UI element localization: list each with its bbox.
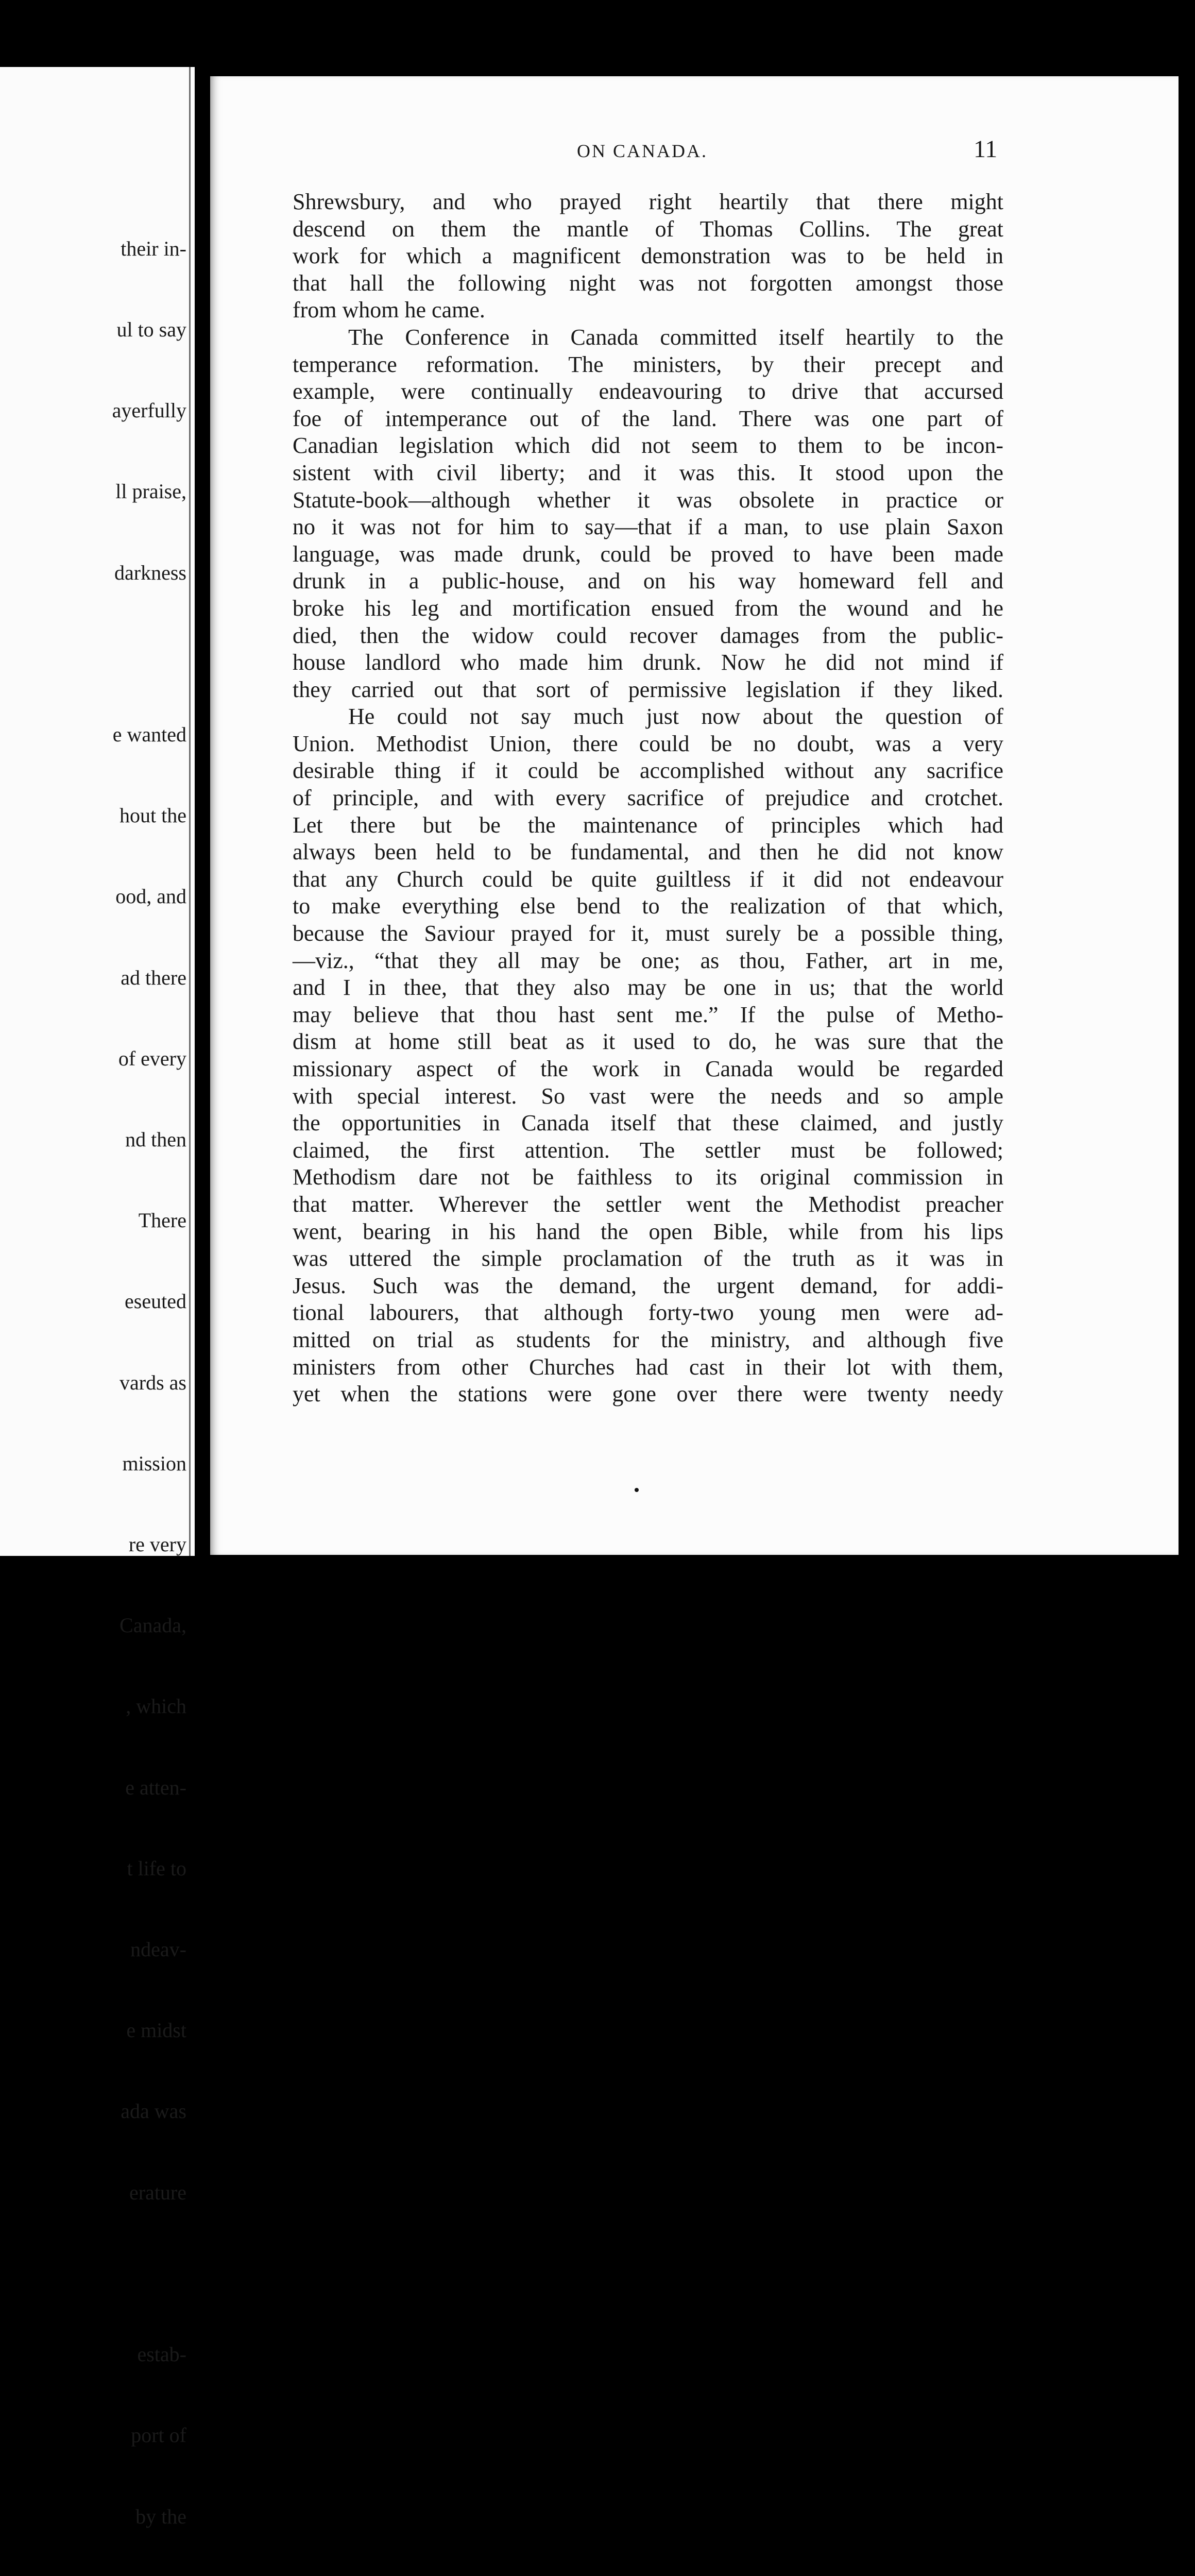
text-line: desirable thing if it could be accomplished without any sacrifice xyxy=(293,758,1003,784)
text-line: The Conference in Canada committed itself heartily to the xyxy=(348,324,1003,350)
text-line: and I in thee, that they also may be one in us; that the world xyxy=(293,975,1003,1001)
left-fragment: Canada, xyxy=(120,1614,186,1637)
text-line: dism at home still beat as it used to do, he was sure that the xyxy=(293,1029,1003,1055)
left-fragment: ada was xyxy=(121,2099,186,2123)
left-fragment: estab- xyxy=(137,2343,186,2366)
left-fragment: ood, and xyxy=(115,885,186,908)
text-line: was uttered the simple proclamation of the truth as it was in xyxy=(293,1246,1003,1272)
left-fragment: re very xyxy=(128,1533,186,1556)
text-line: He could not say much just now about the question of xyxy=(348,704,1003,730)
text-line: Shrewsbury, and who prayed right heartily that there might xyxy=(293,189,1003,214)
left-fragment: e atten- xyxy=(125,1775,186,1799)
left-fragment: ll praise, xyxy=(115,480,186,503)
left-page-text-fragments xyxy=(0,181,186,2576)
text-line: yet when the stations were gone over there were twenty needy xyxy=(293,1381,1003,1407)
text-line: always been held to be fundamental, and then he did not know xyxy=(293,839,1003,865)
left-fragment: nd then xyxy=(125,1128,186,1151)
text-line: missionary aspect of the work in Canada would be regarded xyxy=(293,1056,1003,1081)
text-line: died, then the widow could recover damages from the public- xyxy=(293,622,1003,648)
text-line: may believe that thou hast sent me.” If the pulse of Metho- xyxy=(293,1002,1003,1027)
text-line: descend on them the mantle of Thomas Collins. The great xyxy=(293,216,1003,242)
page-number: 11 xyxy=(974,135,998,163)
text-line: mitted on trial as students for the ministry, and although five xyxy=(293,1327,1003,1352)
text-line: work for which a magnificent demonstration was to be held in xyxy=(293,243,1003,269)
text-line: they carried out that sort of permissive legislation if they liked. xyxy=(293,676,1003,702)
text-line: no it was not for him to say—that if a man, to use plain Saxon xyxy=(293,514,1003,540)
left-fragment: hout the xyxy=(120,804,186,827)
text-line: ministers from other Churches had cast in their lot with them, xyxy=(293,1354,1003,1380)
left-facing-page xyxy=(0,67,195,2528)
left-fragment: e wanted xyxy=(112,723,186,747)
text-line: Canadian legislation which did not seem to them to be incon- xyxy=(293,433,1003,459)
text-line: claimed, the first attention. The settler must be followed; xyxy=(293,1137,1003,1163)
page-gutter-edge xyxy=(189,67,191,1556)
left-fragment: their in- xyxy=(121,236,186,260)
left-fragment: ayerfully xyxy=(112,399,186,422)
text-line: from whom he came. xyxy=(293,297,485,323)
text-line: language, was made drunk, could be proved to have been made xyxy=(293,541,1003,567)
left-fragment xyxy=(0,2260,186,2287)
left-fragment: t life to xyxy=(127,1856,186,1880)
text-line: broke his leg and mortification ensued from the wound and he xyxy=(293,595,1003,621)
text-line: Union. Methodist Union, there could be no doubt, was a very xyxy=(293,731,1003,756)
left-fragment: ul to say xyxy=(116,318,186,342)
text-line: sistent with civil liberty; and it was this. It stood upon the xyxy=(293,460,1003,485)
left-fragment: darkness xyxy=(114,561,186,584)
text-line: the opportunities in Canada itself that these claimed, and justly xyxy=(293,1110,1003,1136)
text-line: went, bearing in his hand the open Bible, while from his lips xyxy=(293,1218,1003,1244)
left-fragment: e midst xyxy=(126,2019,186,2042)
text-line: house landlord who made him drunk. Now he did not mind if xyxy=(293,650,1003,675)
left-fragment: , which xyxy=(126,1694,186,1718)
left-fragment: There xyxy=(138,1209,186,1232)
left-fragment xyxy=(0,640,186,667)
left-fragment: vards as xyxy=(120,1370,186,1394)
left-fragment: ad there xyxy=(121,965,186,989)
left-fragment: of every xyxy=(118,1046,186,1070)
ink-speck xyxy=(635,1488,639,1492)
text-line: Jesus. Such was the demand, the urgent demand, for addi- xyxy=(293,1273,1003,1298)
text-line: example, were continually endeavouring to drive that accursed xyxy=(293,379,1003,404)
main-page xyxy=(210,76,1179,1555)
left-fragment: ndeav- xyxy=(130,1938,186,1961)
left-fragment: port of xyxy=(131,2424,186,2447)
text-line: to make everything else bend to the realization of that which, xyxy=(293,893,1003,919)
text-line: that any Church could be quite guiltless if it did not endeavour xyxy=(293,866,1003,892)
left-fragment: erature xyxy=(129,2180,186,2204)
text-line: drunk in a public-house, and on his way homeward fell and xyxy=(293,568,1003,594)
left-fragment: mission xyxy=(122,1451,186,1475)
body-text xyxy=(293,189,1003,1408)
text-line: that matter. Wherever the settler went the Methodist preacher xyxy=(293,1191,1003,1217)
left-fragment: eseuted xyxy=(125,1290,186,1313)
text-line: —viz., “that they all may be one; as thou, Father, art in me, xyxy=(293,947,1003,973)
text-line: with special interest. So vast were the needs and so ample xyxy=(293,1083,1003,1109)
text-line: tional labourers, that although forty-two young men were ad- xyxy=(293,1300,1003,1326)
page-header xyxy=(210,135,1014,169)
running-head: ON CANADA. xyxy=(577,141,708,161)
left-fragment: by the xyxy=(135,2504,186,2528)
text-line: because the Saviour prayed for it, must surely be a possible thing, xyxy=(293,921,1003,946)
text-line: Statute-book—although whether it was obsolete in practice or xyxy=(293,487,1003,513)
text-line: foe of intemperance out of the land. There was one part of xyxy=(293,405,1003,431)
text-line: Let there but be the maintenance of principles which had xyxy=(293,812,1003,838)
text-line: temperance reformation. The ministers, by their precept and xyxy=(293,351,1003,377)
text-line: Methodism dare not be faithless to its original commission in xyxy=(293,1164,1003,1190)
text-line: that hall the following night was not forgotten amongst those xyxy=(293,270,1003,296)
text-line: of principle, and with every sacrifice of prejudice and crotchet. xyxy=(293,785,1003,811)
